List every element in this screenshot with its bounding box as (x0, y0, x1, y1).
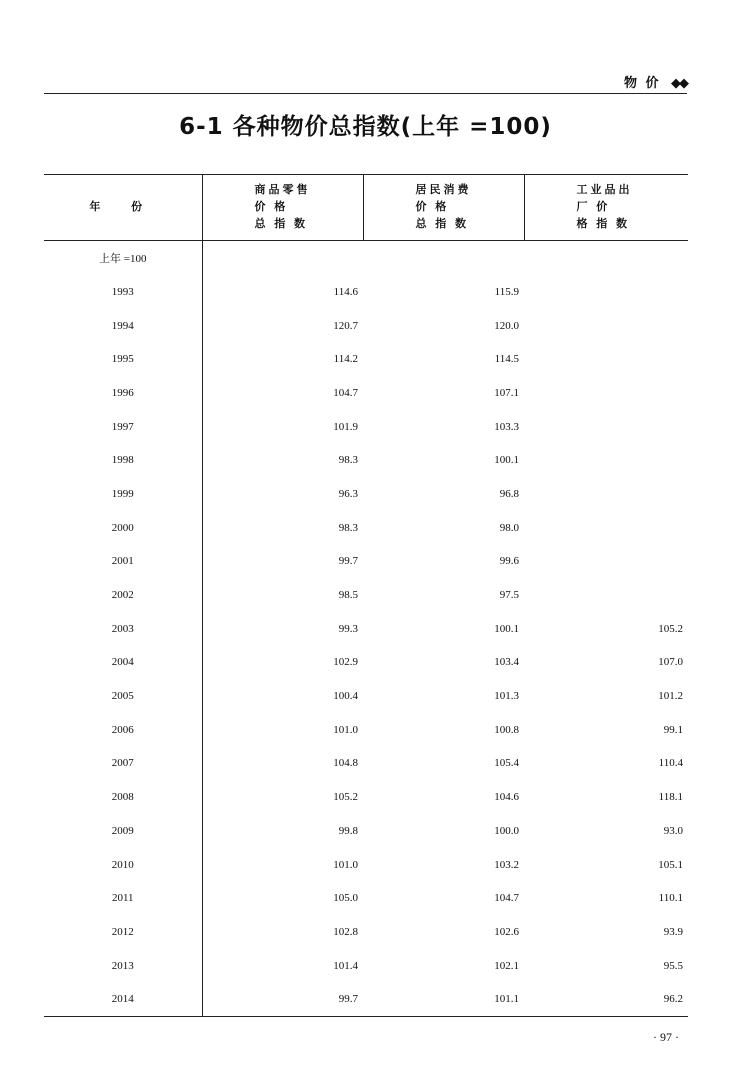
base-label: 上年 =100 (99, 253, 147, 265)
retail-index-cell: 101.0 (202, 713, 363, 747)
table-row (44, 679, 688, 713)
consumer-index-cell: 100.0 (494, 824, 519, 837)
consumer-index-cell: 102.6 (494, 925, 519, 938)
retail-index-cell: 101.0 (202, 848, 363, 882)
year-cell: 2010 (111, 858, 134, 871)
page-title: 6-1 各种物价总指数(上年 =100) (179, 114, 552, 140)
consumer-index-cell: 104.7 (494, 892, 519, 905)
table-row (44, 578, 688, 612)
retail-index-cell: 114.2 (202, 342, 363, 376)
retail-index-cell: 98.5 (202, 578, 363, 612)
producer-index-cell: 105.1 (658, 858, 683, 871)
retail-index-cell: 99.7 (202, 545, 363, 579)
consumer-index-cell: 104.6 (494, 791, 519, 804)
retail-index-cell: 102.9 (202, 646, 363, 680)
producer-index-cell (524, 410, 688, 444)
consumer-index-cell: 98.0 (499, 521, 519, 534)
year-cell: 2006 (111, 723, 134, 736)
table-row (44, 780, 688, 814)
table-row (44, 949, 688, 983)
producer-index-cell (524, 309, 688, 343)
consumer-index-cell: 96.8 (499, 487, 519, 500)
diamond-icon: ◆◆ (671, 76, 687, 91)
consumer-index-cell: 101.3 (494, 690, 519, 703)
consumer-index-cell: 101.1 (363, 982, 524, 1016)
header-line: 价 格 (415, 201, 450, 213)
table-row (44, 713, 688, 747)
retail-index-cell: 120.7 (202, 309, 363, 343)
header-consumer-price-index (363, 175, 524, 241)
consumer-index-cell: 115.9 (494, 285, 519, 298)
base-label-row (44, 241, 688, 276)
producer-index-cell (524, 477, 688, 511)
producer-index-cell: 101.2 (658, 690, 683, 703)
producer-index-cell: 110.4 (658, 757, 683, 770)
year-cell: 2001 (111, 555, 134, 568)
header-line: 总 指 数 (415, 218, 469, 230)
producer-index-cell: 110.1 (658, 892, 683, 905)
consumer-index-cell: 103.4 (494, 656, 519, 669)
year-cell: 2000 (111, 521, 134, 534)
header-line: 价 格 (254, 201, 289, 213)
header-line: 工业品出 (576, 184, 633, 196)
table-row (44, 511, 688, 545)
consumer-index-cell: 105.4 (494, 757, 519, 770)
price-index-table (44, 174, 688, 1017)
table-row (44, 848, 688, 882)
retail-index-cell: 100.4 (202, 679, 363, 713)
table-row (44, 612, 688, 646)
year-cell: 1998 (111, 454, 134, 467)
header-retail-price-index (202, 175, 363, 241)
retail-index-cell: 99.8 (202, 814, 363, 848)
table-row (44, 814, 688, 848)
consumer-index-cell: 103.3 (494, 420, 519, 433)
table-row (44, 477, 688, 511)
producer-index-cell (524, 342, 688, 376)
producer-index-cell (524, 511, 688, 545)
retail-index-cell: 105.0 (202, 881, 363, 915)
year-cell: 2009 (111, 824, 134, 837)
table-row (44, 747, 688, 781)
year-cell: 1994 (111, 319, 134, 332)
table-row (44, 646, 688, 680)
producer-index-cell: 105.2 (658, 622, 683, 635)
year-cell: 2004 (111, 656, 134, 669)
table-row (44, 881, 688, 915)
table-header-row (44, 175, 688, 241)
retail-index-cell: 104.7 (202, 376, 363, 410)
year-cell: 1995 (111, 353, 134, 366)
year-cell: 1999 (111, 487, 134, 500)
retail-index-cell: 105.2 (202, 780, 363, 814)
year-cell: 1993 (111, 285, 134, 298)
header-line: 居民消费 (415, 184, 472, 196)
producer-index-cell (524, 275, 688, 309)
table-row (44, 376, 688, 410)
table-row (44, 545, 688, 579)
consumer-index-cell: 107.1 (494, 386, 519, 399)
retail-index-cell: 98.3 (202, 511, 363, 545)
producer-index-cell: 107.0 (658, 656, 683, 669)
consumer-index-cell: 100.1 (494, 622, 519, 635)
header-producer-price-index (524, 175, 688, 241)
year-cell: 2014 (44, 982, 202, 1016)
consumer-index-cell: 102.1 (494, 959, 519, 972)
running-head (624, 72, 687, 91)
retail-index-cell: 104.8 (202, 747, 363, 781)
header-line: 格 指 数 (576, 218, 630, 230)
year-cell: 2008 (111, 791, 134, 804)
header-year: 年 份 (44, 175, 202, 241)
producer-index-cell: 99.1 (663, 723, 683, 736)
retail-index-cell: 99.7 (202, 982, 363, 1016)
producer-index-cell: 93.0 (663, 824, 683, 837)
retail-index-cell: 98.3 (202, 443, 363, 477)
retail-index-cell: 101.4 (202, 949, 363, 983)
table-row (44, 342, 688, 376)
consumer-index-cell: 100.1 (494, 454, 519, 467)
retail-index-cell: 99.3 (202, 612, 363, 646)
running-head-text: 物 价 (623, 76, 661, 91)
table-row (44, 982, 688, 1016)
retail-index-cell: 114.6 (202, 275, 363, 309)
table-row (44, 309, 688, 343)
producer-index-cell (524, 376, 688, 410)
top-rule (44, 93, 687, 94)
year-cell: 2007 (111, 757, 134, 770)
consumer-index-cell: 100.8 (494, 723, 519, 736)
producer-index-cell: 95.5 (663, 959, 683, 972)
header-line: 商品零售 (254, 184, 311, 196)
header-line: 总 指 数 (254, 218, 308, 230)
year-cell: 1997 (111, 420, 134, 433)
table-row (44, 915, 688, 949)
retail-index-cell: 96.3 (202, 477, 363, 511)
year-cell: 2013 (111, 959, 134, 972)
year-cell: 2003 (111, 622, 134, 635)
empty-cell (202, 241, 363, 276)
consumer-index-cell: 97.5 (499, 589, 519, 602)
producer-index-cell: 96.2 (524, 982, 688, 1016)
year-cell: 2005 (111, 690, 134, 703)
empty-cell (363, 241, 524, 276)
year-cell: 2002 (111, 589, 134, 602)
year-cell: 1996 (111, 386, 134, 399)
retail-index-cell: 101.9 (202, 410, 363, 444)
year-cell: 2012 (111, 925, 134, 938)
consumer-index-cell: 99.6 (499, 555, 519, 568)
consumer-index-cell: 120.0 (494, 319, 519, 332)
page-number: · 97 · (653, 1030, 679, 1044)
retail-index-cell: 102.8 (202, 915, 363, 949)
consumer-index-cell: 114.5 (494, 353, 519, 366)
producer-index-cell: 118.1 (658, 791, 683, 804)
header-line: 厂 价 (576, 201, 611, 213)
table-row (44, 275, 688, 309)
producer-index-cell: 93.9 (663, 925, 683, 938)
producer-index-cell (524, 578, 688, 612)
producer-index-cell (524, 443, 688, 477)
table-row (44, 443, 688, 477)
empty-cell (524, 241, 688, 276)
producer-index-cell (524, 545, 688, 579)
consumer-index-cell: 103.2 (494, 858, 519, 871)
year-cell: 2011 (111, 892, 134, 905)
table-row (44, 410, 688, 444)
